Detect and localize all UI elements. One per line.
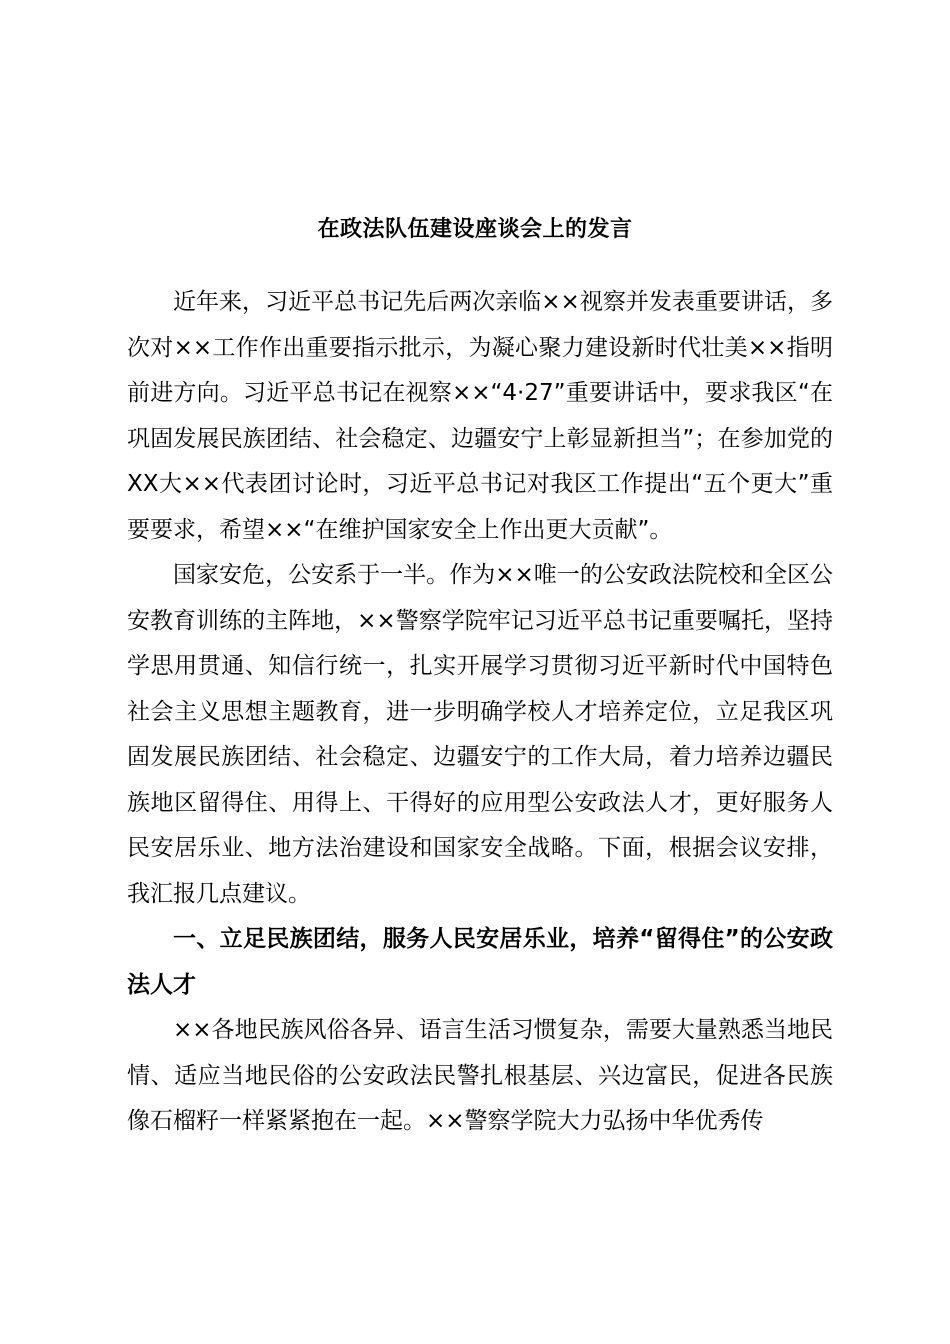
- section-heading-1: 一、立足民族团结，服务人民安居乐业，培养“留得住”的公安政法人才: [127, 926, 833, 998]
- paragraph-intro: 近年来，习近平总书记先后两次亲临××视察并发表重要讲话，多次对××工作作出重要指示批示，为凝心聚力建设新时代壮美××指明前进方向。习近平总书记在视察××“4·27”重要讲话中，要求我区“在巩固发展民族团结、社会稳定、边疆安宁上彰显新担当”；在参加党的XX大××代表团讨论时，习近平总书记对我区工作提出“五个更大”重要要求，希望××“在维护国家安全上作出更大贡献”。: [127, 289, 833, 543]
- document-body: [127, 280, 833, 1145]
- paragraph-section-1: ××各地民族风俗各异、语言生活习惯复杂，需要大量熟悉当地民情、适应当地民俗的公安政法民警扎根基层、兴边富民，促进各民族像石榴籽一样紧紧抱在一起。××警察学院大力弘扬中华优秀传: [127, 1017, 833, 1134]
- paragraph-security: 国家安危，公安系于一半。作为××唯一的公安政法院校和全区公安教育训练的主阵地，××警察学院牢记习近平总书记重要嘱托，坚持学思用贯通、知信行统一，扎实开展学习贯彻习近平新时代中国特色社会主义思想主题教育，进一步明确学校人才培养定位，立足我区巩固发展民族团结、社会稳定、边疆安宁的工作大局，着力培养边疆民族地区留得住、用得上、干得好的应用型公安政法人才，更好服务人民安居乐业、地方法治建设和国家安全战略。下面，根据会议安排，我汇报几点建议。: [127, 562, 833, 907]
- document-title: 在政法队伍建设座谈会上的发言: [317, 217, 633, 242]
